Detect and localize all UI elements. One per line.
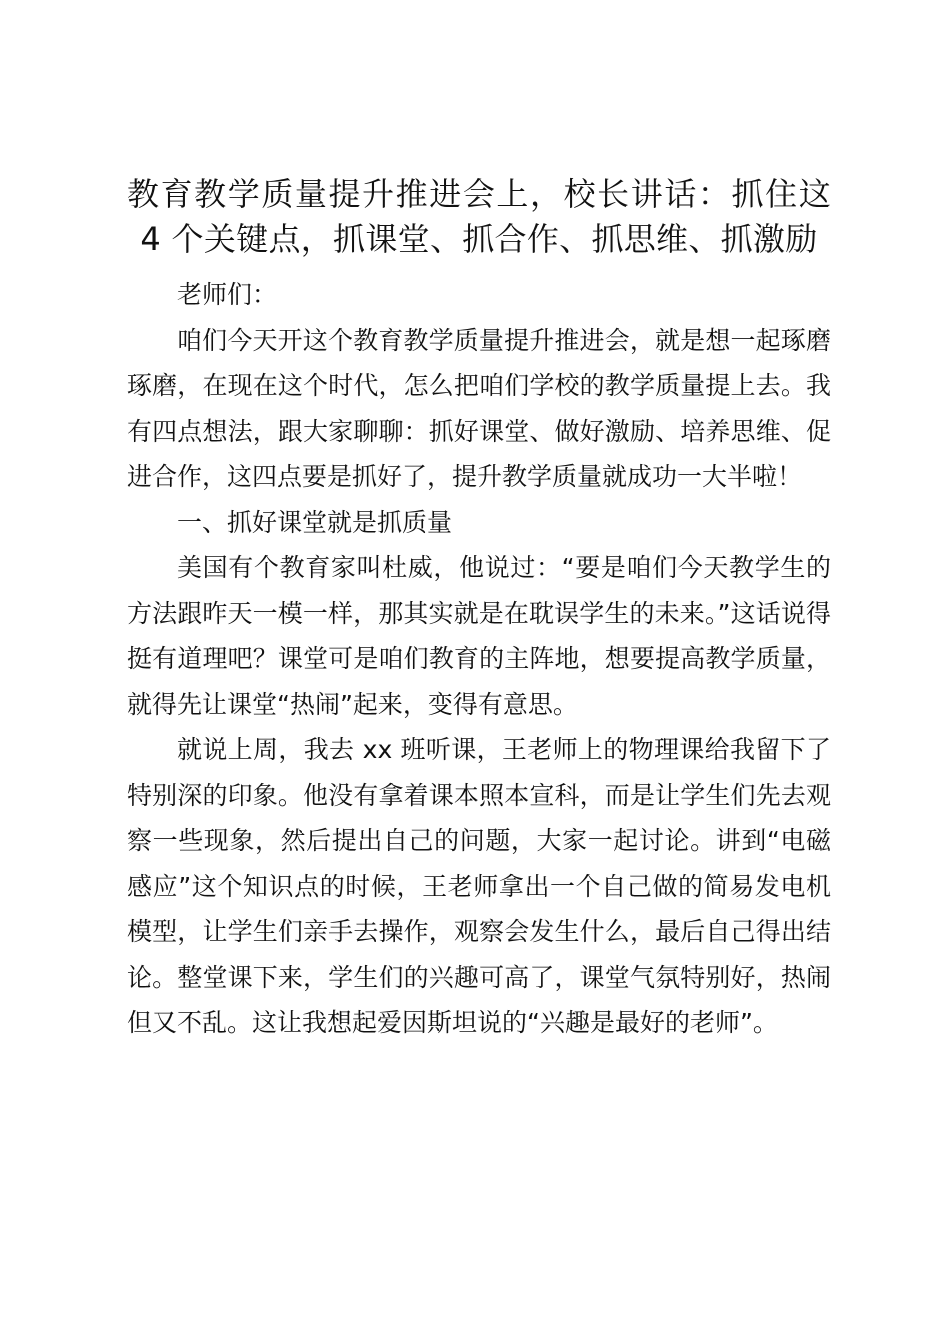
salutation: 老师们：: [177, 280, 278, 309]
document-title: 教育教学质量提升推进会上，校长讲话：抓住这 4 个关键点，抓课堂、抓合作、抓思维、抓激励: [127, 175, 831, 258]
document-page: [127, 172, 831, 1046]
paragraph-physics-class: 就说上周，我去 xx 班听课，王老师上的物理课给我留下了特别深的印象。他没有拿着课本照本宣科，而是让学生们先去观察一些现象，然后提出自己的问题，大家一起讨论。讲到“电磁感应”这个知识点的时候，王老师拿出一个自己做的简易发电机模型，让学生们亲手去操作，观察会发生什么，最后自己得出结论。整堂课下来，学生们的兴趣可高了，课堂气氛特别好，热闹但又不乱。这让我想起爱因斯坦说的“兴趣是最好的老师”。: [127, 735, 831, 1037]
section-heading-1: 一、抓好课堂就是抓质量: [177, 507, 453, 537]
paragraph-intro: 咱们今天开这个教育教学质量提升推进会，就是想一起琢磨琢磨，在现在这个时代，怎么把咱们学校的教学质量提上去。我有四点想法，跟大家聊聊：抓好课堂、做好激励、培养思维、促进合作，这四点要是抓好了，提升教学质量就成功一大半啦！: [127, 325, 831, 491]
paragraph-dewey-quote: 美国有个教育家叫杜威，他说过：“要是咱们今天教学生的方法跟昨天一模一样，那其实就是在耽误学生的未来。”这话说得挺有道理吧？课堂可是咱们教育的主阵地，想要提高教学质量，就得先让课堂“热闹”起来，变得有意思。: [127, 553, 831, 719]
